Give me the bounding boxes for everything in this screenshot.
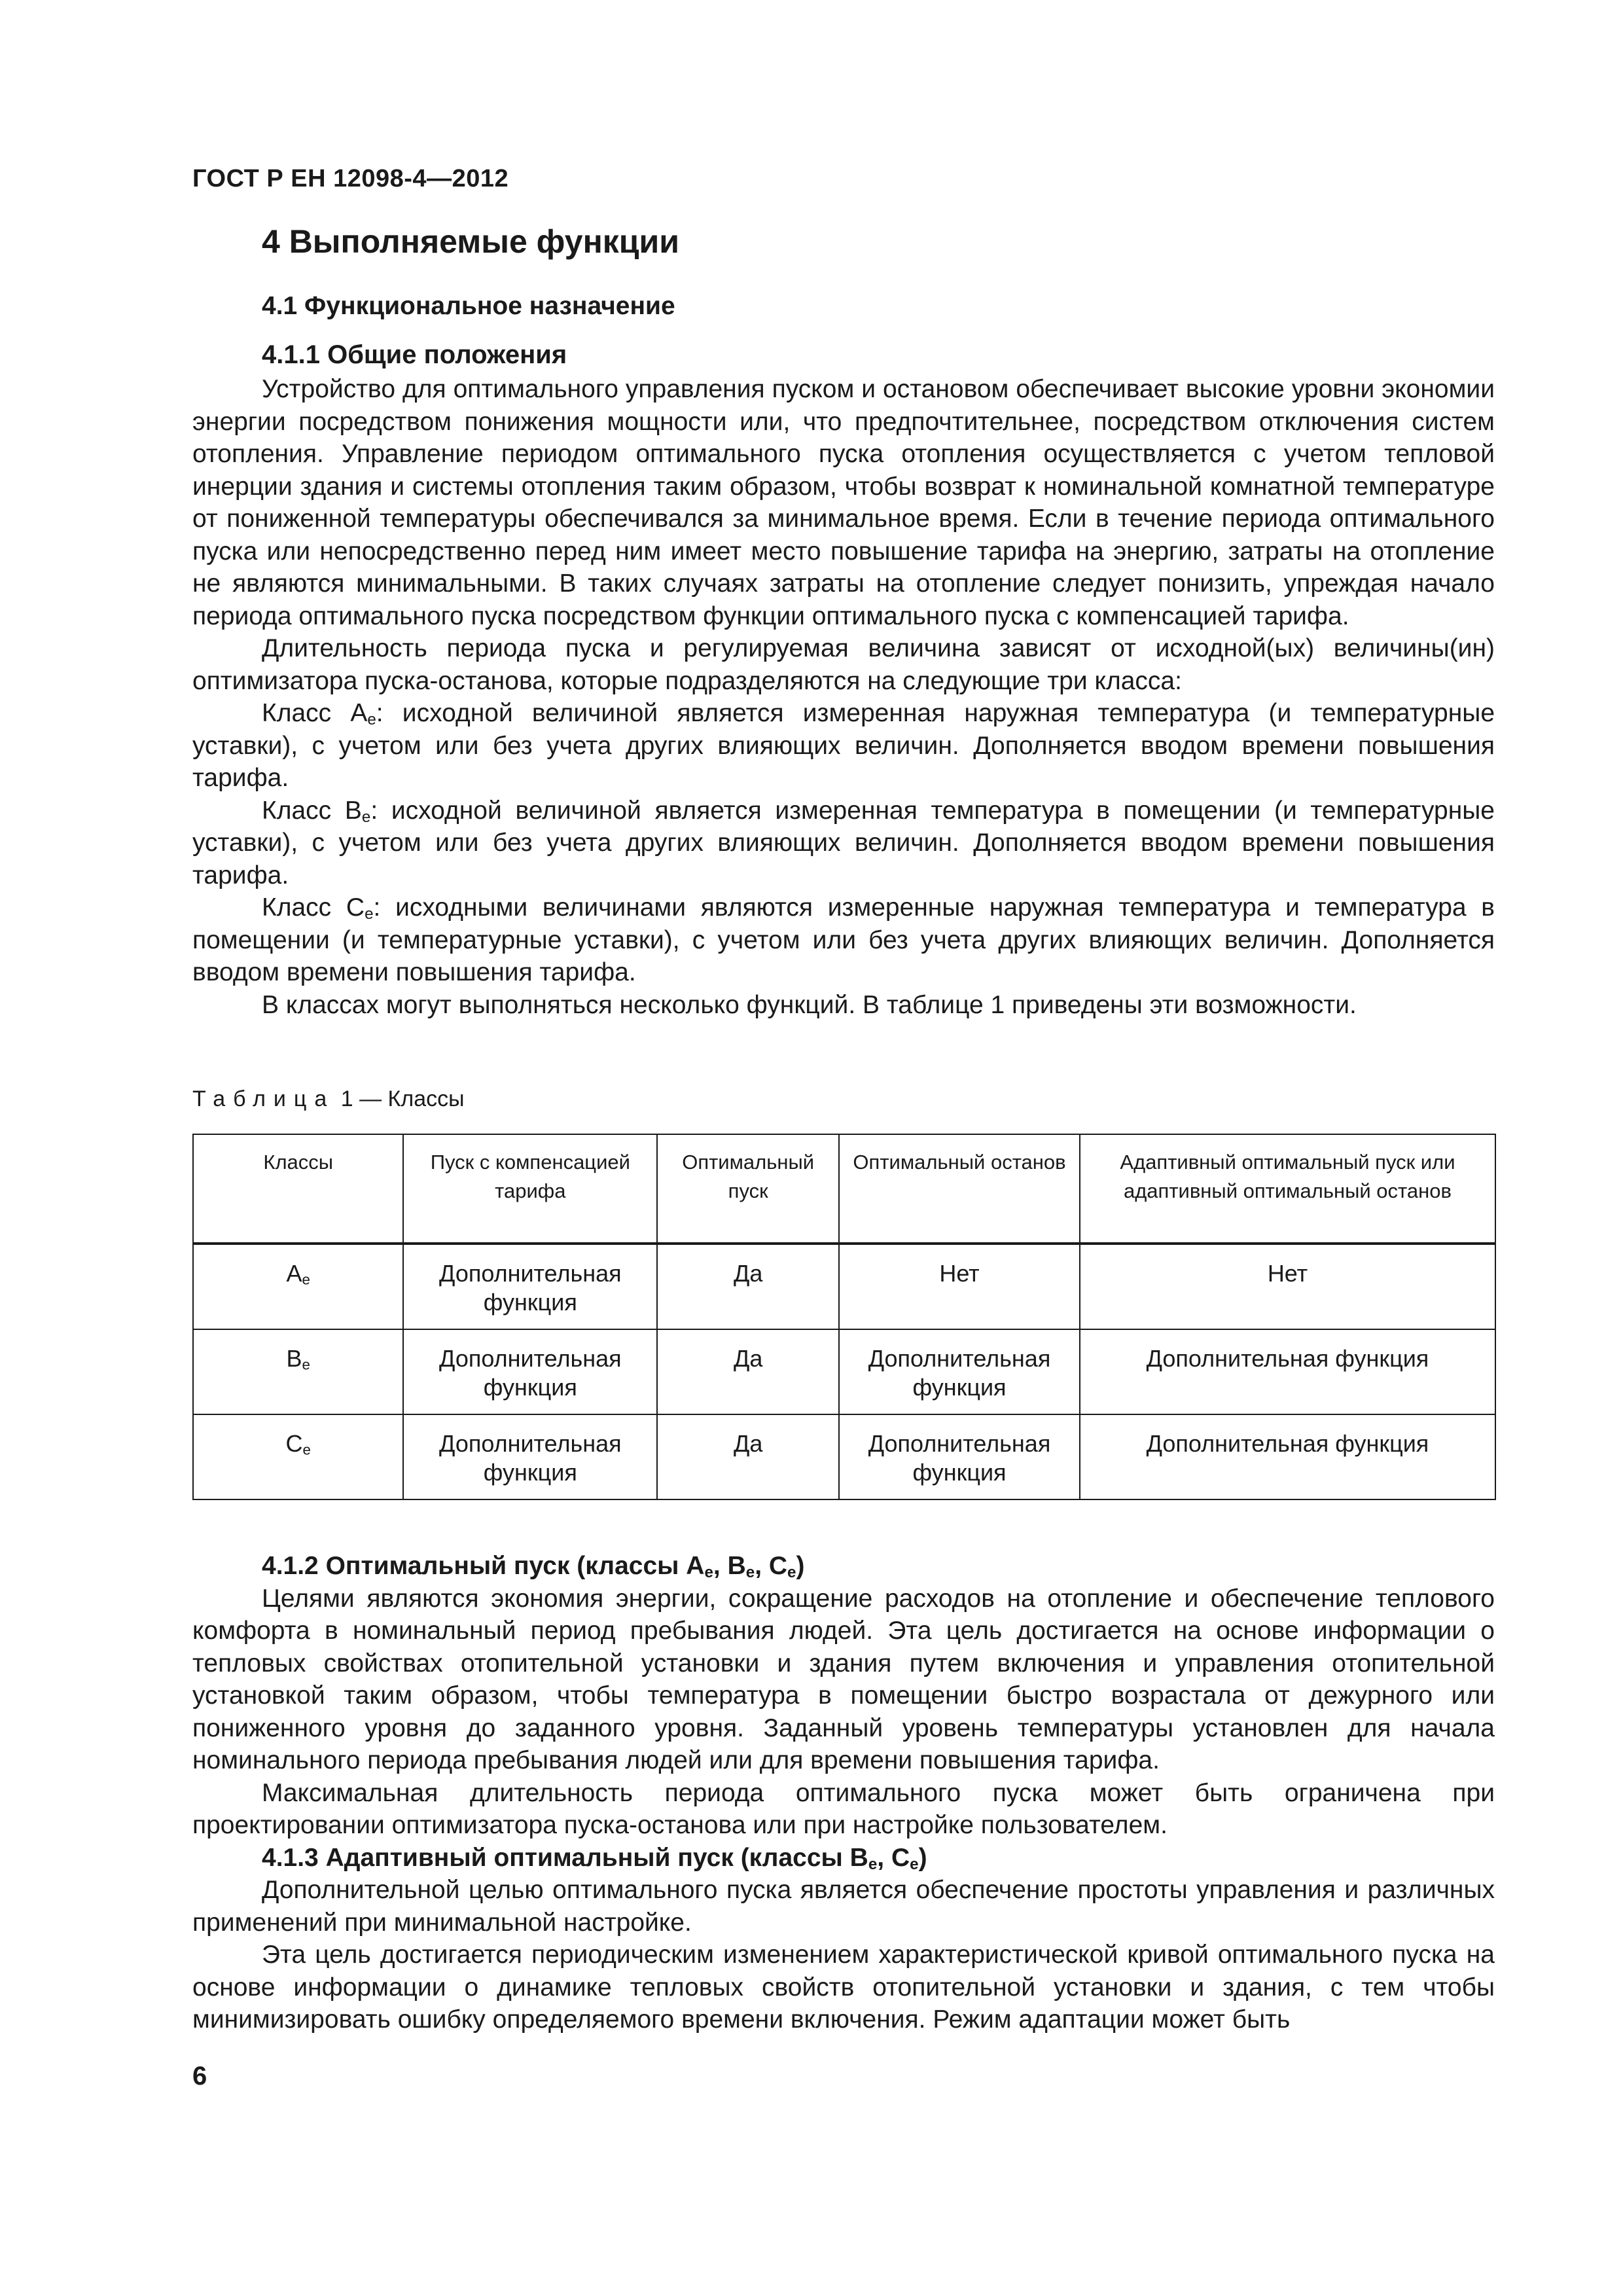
page-number: 6 xyxy=(192,2062,207,2090)
subsubsection-title: 4.1.1 Общие положения xyxy=(262,340,567,369)
table-cell: Дополнительная функция xyxy=(839,1414,1080,1499)
table-header-cell: Классы xyxy=(193,1134,403,1244)
paragraph: Устройство для оптимального управления пуском и остановом обеспечивает высокие уровни экономии энергии посредством понижения мощности или, что предпочтительнее, посредством отключения систем отопления. Управление периодом оптимального пуска отопления осуществляется с учетом тепловой инерции здания и системы отопления таким образом, чтобы возврат к номинальной комнатной температуре от пониженной температуры обеспечивался за минимальное время. Если в течение периода оптимального пуска или непосредственно перед ним имеет место повышение тарифа на энергию, затраты на отопление не являются минимальными. В таких случаях затраты на отопление следует понизить, упреждая начало периода оптимального пуска посредством функции оптимального пуска с компенсацией тарифа. xyxy=(192,375,1495,630)
paragraph: Максимальная длительность периода оптимального пуска может быть ограничена при проектировании оптимизатора пуска-останова или при настройке пользователем. xyxy=(192,1778,1495,1839)
text-block-optimal-start xyxy=(192,1550,1495,2036)
table-cell-class: $B_e$ xyxy=(193,1329,403,1414)
paragraph: Дополнительной целью оптимального пуска является обеспечение простоты управления и различных применений при минимальной настройке. xyxy=(192,1876,1495,1937)
table-row xyxy=(193,1329,1495,1414)
table-header-cell: Адаптивный оптимальный пуск или адаптивный оптимальный останов xyxy=(1080,1134,1495,1244)
class-b-paragraph: Класс $B_e$: исходной величиной является измеренная температура в помещении (и температурные уставки), с учетом или без учета других влияющих величин. Дополняется вводом времени повышения тарифа. xyxy=(192,796,1495,889)
table-header-row xyxy=(193,1134,1495,1244)
table-cell: Дополнительная функция xyxy=(403,1244,657,1329)
document-code: ГОСТ Р ЕН 12098-4—2012 xyxy=(192,165,509,192)
table-cell: Дополнительная функция xyxy=(839,1329,1080,1414)
table-caption: Таблица 1 — Классы xyxy=(192,1086,465,1111)
text-block-general xyxy=(192,373,1495,1021)
table-row xyxy=(193,1414,1495,1499)
paragraph: Длительность периода пуска и регулируемая величина зависят от исходной(ых) величины(ин) оптимизатора пуска-останова, которые подразделяются на следующие три класса: xyxy=(192,634,1495,695)
subsection-4-1-3-title: 4.1.3 Адаптивный оптимальный пуск (классы $B_e$, $C_e$) xyxy=(262,1843,927,1873)
class-c-paragraph: Класс $C_e$: исходными величинами являются измеренные наружная температура и температура в помещении (и температурные уставки), с учетом или без учета других влияющих величин. Дополняется вводом времени повышения тарифа. xyxy=(192,893,1495,986)
table-cell: Дополнительная функция xyxy=(403,1329,657,1414)
section-title: 4 Выполняемые функции xyxy=(262,223,680,260)
table-cell: Дополнительная функция xyxy=(403,1414,657,1499)
paragraph: Эта цель достигается периодическим изменением характеристической кривой оптимального пуска на основе информации о динамике тепловых свойств отопительной установки и здания, с тем чтобы минимизировать ошибку определяемого времени включения. Режим адаптации может быть xyxy=(192,1941,1495,2034)
table-cell: Дополнительная функция xyxy=(1080,1329,1495,1414)
table-row xyxy=(193,1244,1495,1329)
table-cell-class: $C_e$ xyxy=(193,1414,403,1499)
table-cell: Да xyxy=(657,1414,839,1499)
table-cell: Да xyxy=(657,1244,839,1329)
table-cell: Да xyxy=(657,1329,839,1414)
table-cell: Нет xyxy=(1080,1244,1495,1329)
table-cell: Дополнительная функция xyxy=(1080,1414,1495,1499)
table-header-cell: Пуск с компенсацией тарифа xyxy=(403,1134,657,1244)
table-cell-class: $A_e$ xyxy=(193,1244,403,1329)
classes-table xyxy=(192,1134,1496,1500)
table-header-cell: Оптимальный останов xyxy=(839,1134,1080,1244)
subsection-title: 4.1 Функциональное назначение xyxy=(262,292,675,320)
table-cell: Нет xyxy=(839,1244,1080,1329)
table-header-cell: Оптимальный пуск xyxy=(657,1134,839,1244)
class-a-paragraph: Класс $A_e$: исходной величиной является измеренная наружная температура (и температурные уставки), с учетом или без учета других влияющих величин. Дополняется вводом времени повышения тарифа. xyxy=(192,699,1495,792)
paragraph: В классах могут выполняться несколько функций. В таблице 1 приведены эти возможности. xyxy=(262,990,1357,1019)
paragraph: Целями являются экономия энергии, сокращение расходов на отопление и обеспечение теплового комфорта в номинальный период пребывания людей. Эта цель достигается на основе информации о тепловых свойствах отопительной установки и здания путем включения и управления отопительной установкой таким образом, чтобы температура в помещении быстро возрастала от дежурного или пониженного уровня до заданного уровня. Заданный уровень температуры установлен для начала номинального периода пребывания людей или для времени повышения тарифа. xyxy=(192,1584,1495,1774)
subsection-4-1-2-title: 4.1.2 Оптимальный пуск (классы $A_e$, $B_e$, $C_e$) xyxy=(262,1552,805,1581)
